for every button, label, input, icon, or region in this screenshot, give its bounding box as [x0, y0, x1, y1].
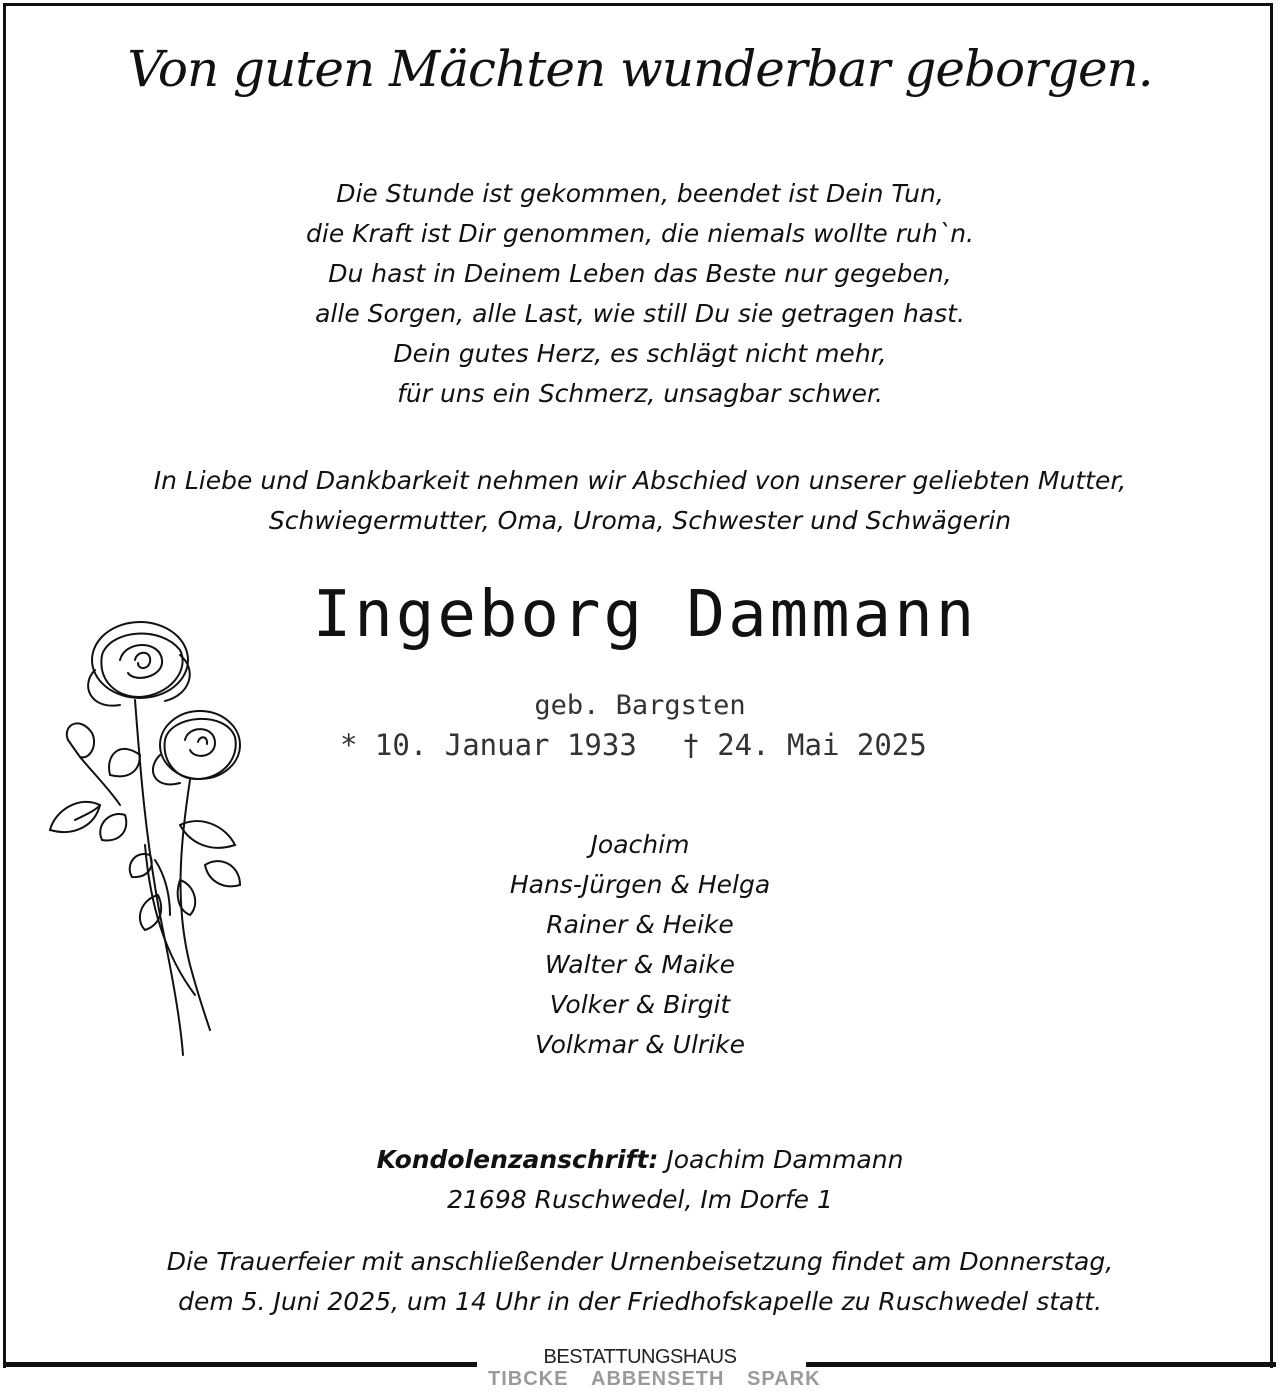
poem-line: Du hast in Deinem Leben das Beste nur gegeben,	[328, 259, 952, 288]
condolence-name: Joachim Dammann	[658, 1145, 904, 1174]
service-line: dem 5. Juni 2025, um 14 Uhr in der Friedhofskapelle zu Ruschwedel statt.	[178, 1287, 1102, 1316]
mourner-entry: Volkmar & Ulrike	[534, 1030, 746, 1059]
bottom-rule-right	[806, 1362, 1276, 1367]
motto-heading: Von guten Mächten wunderbar geborgen.	[127, 40, 1153, 98]
poem-line: für uns ein Schmerz, unsagbar schwer.	[397, 379, 883, 408]
intro-line: Schwiegermutter, Oma, Uroma, Schwester und Schwägerin	[268, 506, 1012, 535]
poem	[0, 174, 1280, 414]
birth-name: geb. Bargsten	[534, 690, 746, 721]
funeral-home-logo-title: BESTATTUNGSHAUS	[543, 1346, 737, 1368]
mourner-entry: Rainer & Heike	[546, 910, 734, 939]
mourners-list	[0, 825, 1280, 1065]
service-line: Die Trauerfeier mit anschließender Urnenbeisetzung findet am Donnerstag,	[166, 1247, 1114, 1276]
service-info	[0, 1242, 1280, 1322]
condolence-address-line: 21698 Ruschwedel, Im Dorfe 1	[447, 1185, 833, 1214]
poem-line: die Kraft ist Dir genommen, die niemals wollte ruh`n.	[306, 219, 974, 248]
logo-location: SPARK	[747, 1368, 821, 1390]
logo-location: ABBENSETH	[591, 1368, 725, 1390]
mourner-entry: Walter & Maike	[544, 950, 736, 979]
condolence-address	[0, 1140, 1280, 1220]
farewell-intro	[0, 461, 1280, 541]
poem-line: Dein gutes Herz, es schlägt nicht mehr,	[393, 339, 887, 368]
condolence-label: Kondolenzanschrift:	[376, 1145, 659, 1174]
bottom-rule-left	[3, 1362, 477, 1367]
funeral-home-logo-locations	[480, 1368, 821, 1391]
deceased-name: Ingeborg Dammann	[312, 578, 978, 652]
poem-line: Die Stunde ist gekommen, beendet ist Dein Tun,	[336, 179, 944, 208]
life-dates	[340, 728, 955, 762]
mourner-entry: Volker & Birgit	[549, 990, 731, 1019]
mourner-entry: Hans-Jürgen & Helga	[509, 870, 771, 899]
logo-location: TIBCKE	[488, 1368, 569, 1390]
death-date: † 24. Mai 2025	[682, 728, 927, 762]
intro-line: In Liebe und Dankbarkeit nehmen wir Abschied von unserer geliebten Mutter,	[153, 466, 1127, 495]
mourner-entry: Joachim	[590, 830, 690, 859]
condolence-line	[0, 1140, 1280, 1180]
birth-date: * 10. Januar 1933	[340, 728, 637, 762]
poem-line: alle Sorgen, alle Last, wie still Du sie getragen hast.	[315, 299, 965, 328]
